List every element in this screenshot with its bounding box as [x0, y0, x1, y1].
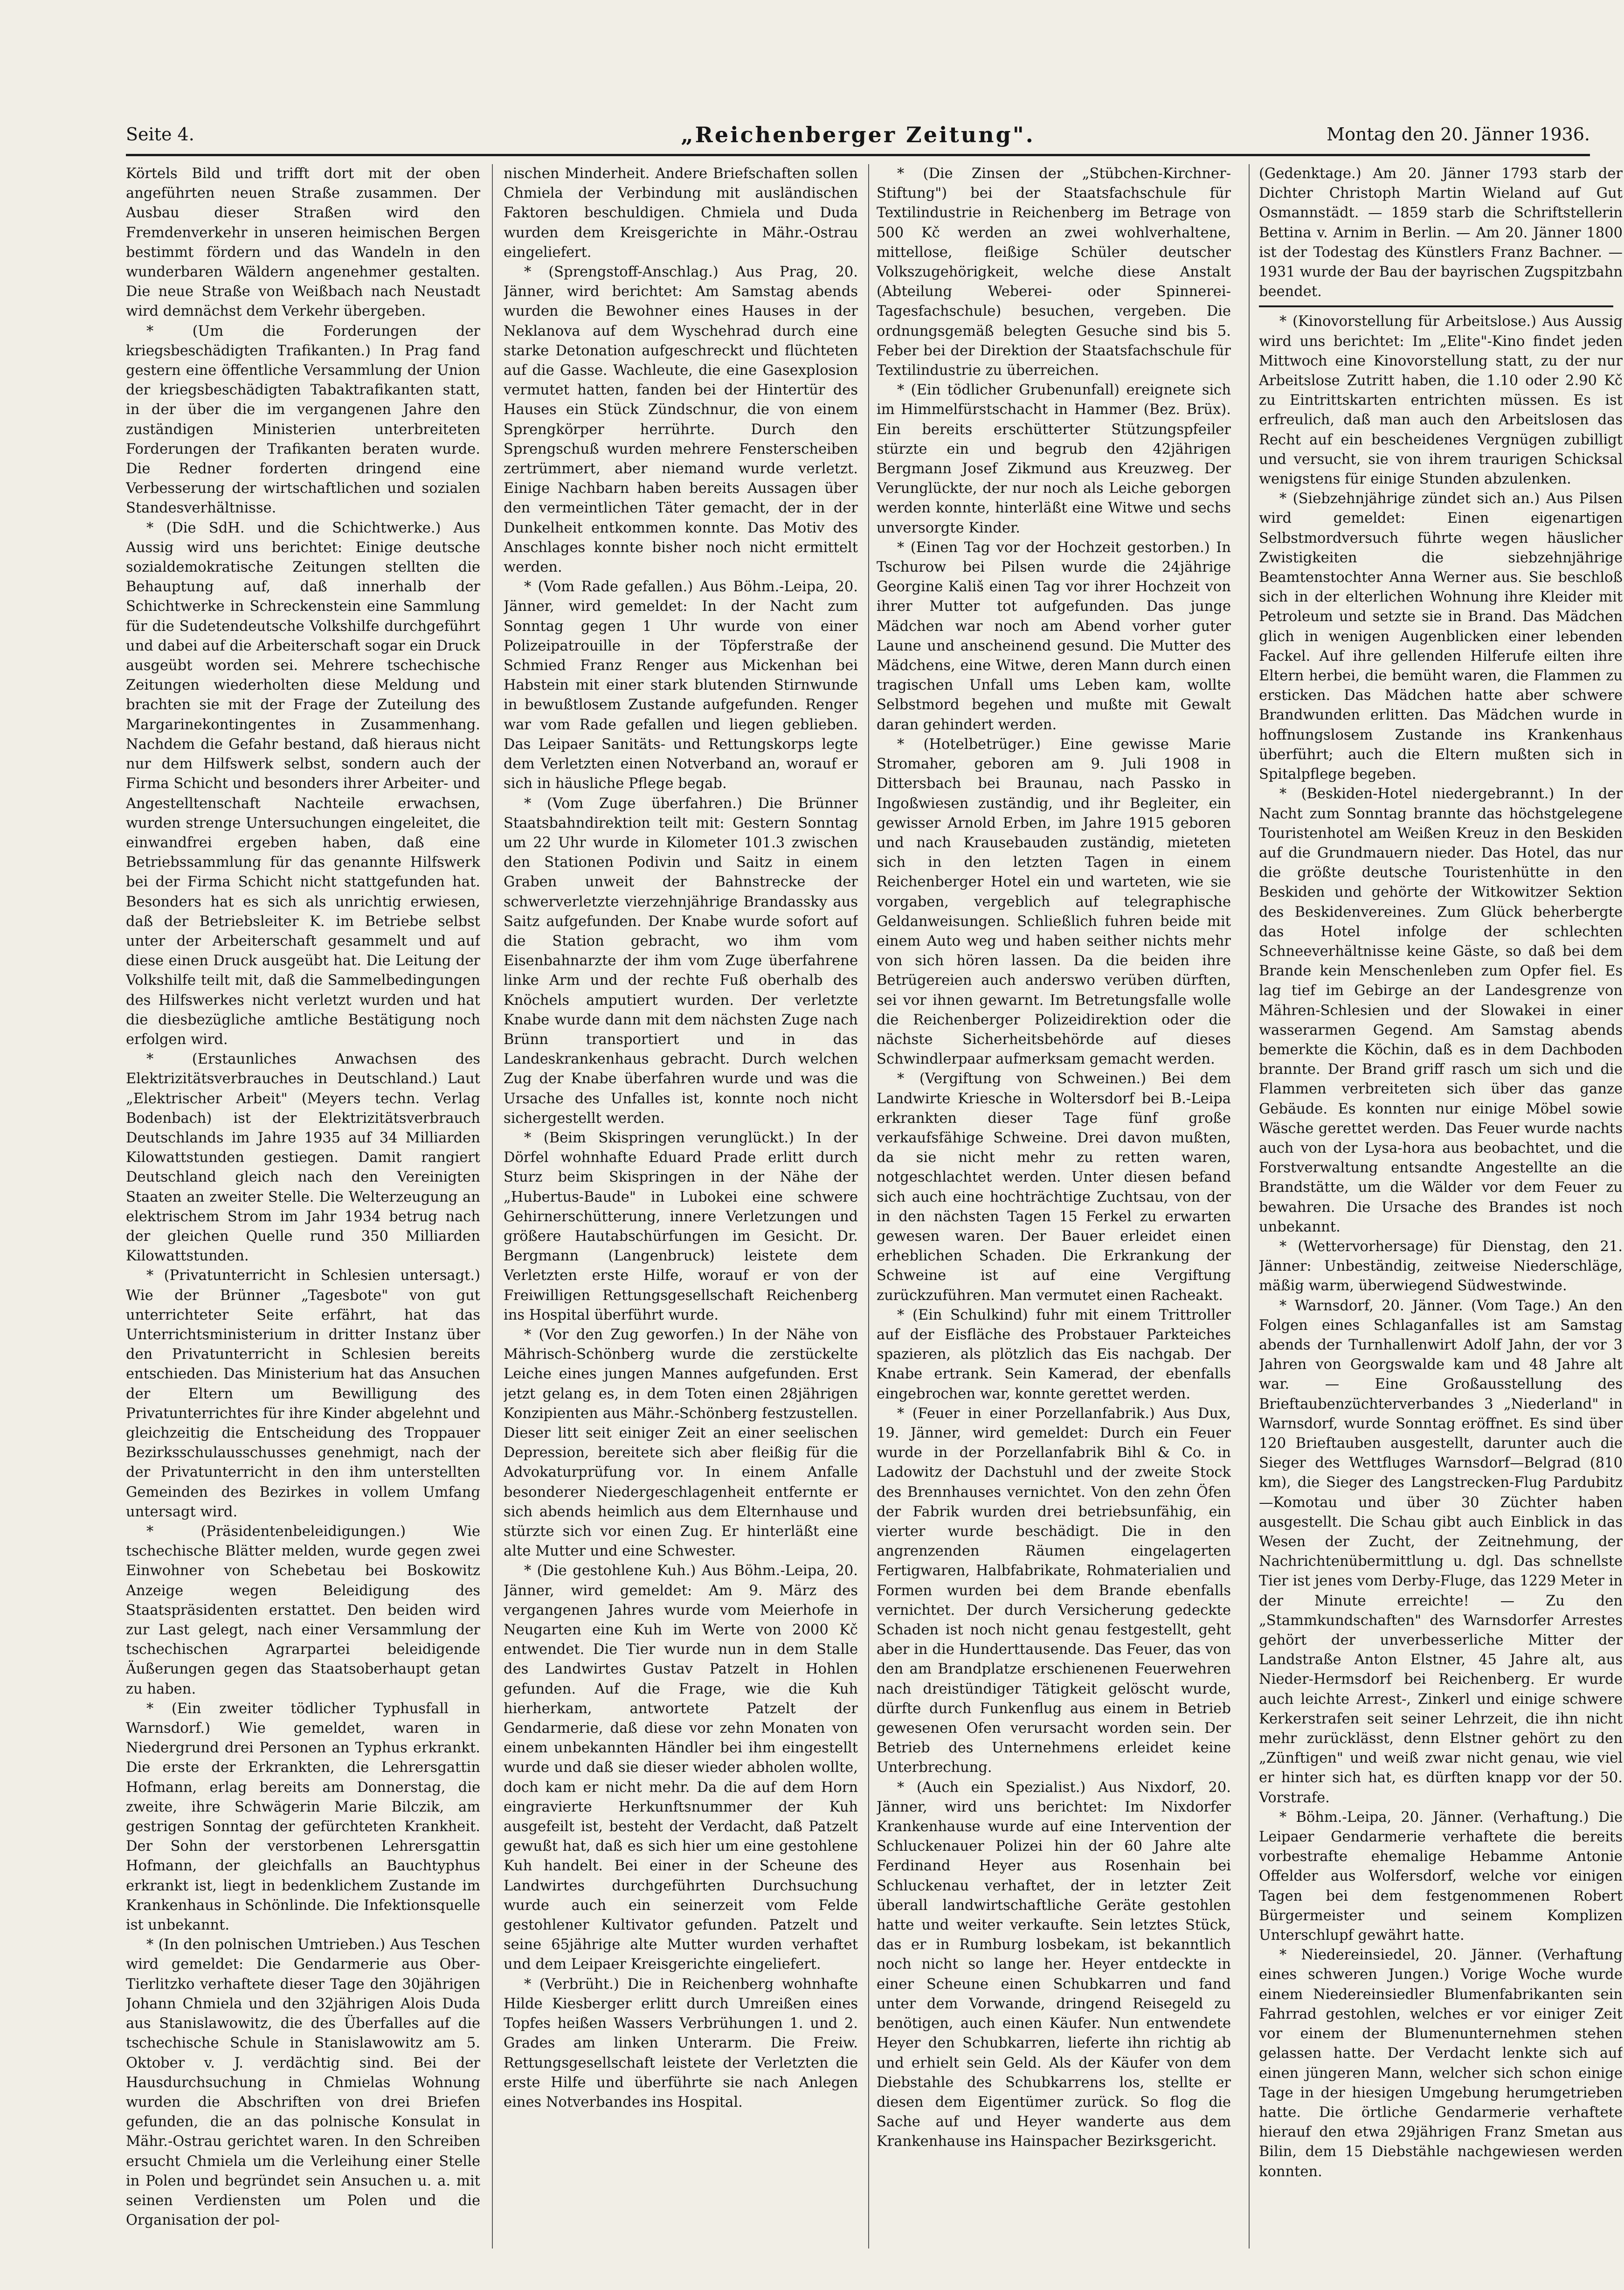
page-number: Seite 4. — [126, 124, 194, 145]
article-paragraph: * (Kinovorstellung für Arbeitslose.) Aus Aussig wird uns berichtet: Im „Elite"-Kino findet jeden Mittwoch eine Kinovorstellung statt, zu der nur Arbeitslose Zutritt haben, die 1.10 oder 2.90 Kč zu Eintrittskarten entrichten müssen. Es ist erfreulich, daß man auch den Arbeitslosen das Recht auf ein bescheidenes Vergnügen zubilligt und versucht, sie von ihrem traurigen Schicksal wenigstens für einige Stunden abzulenken. — [1259, 313, 1623, 488]
article-paragraph: * (Hotelbetrüger.) Eine gewisse Marie Stromaher, geboren am 9. Juli 1908 in Dittersbach bei Braunau, nach Passko in Ingoßwiesen zuständig, und ihr Begleiter, ein gewisser Arnold Erben, im Jahre 1915 geboren und nach Krausebauden zuständig, mieteten sich in den letzten Tagen in einem Reichenberger Hotel ein und warteten, wie sie vorgaben, vergeblich auf telegraphische Geldanweisungen. Schließlich fuhren beide mit einem Auto weg und haben seither nichts mehr von sich hören lassen. Da die beiden ihre Betrügereien auch anderswo verüben dürften, sei vor ihnen gewarnt. Im Betretungsfalle wolle die Reichenberger Polizeidirektion oder die nächste Sicherheitsbehörde auf dieses Schwindlerpaar aufmerksam gemacht werden. — [877, 736, 1231, 1068]
section-rule — [1259, 305, 1613, 307]
article-paragraph: * (Siebzehnjährige zündet sich an.) Aus Pilsen wird gemeldet: Einen eigenartigen Selbstmordversuch führte wegen häuslicher Zwistigkeiten die siebzehnjährige Beamtenstochter Anna Werner aus. Sie beschloß sich in der elterlichen Wohnung ihre Kleider mit Petroleum und setzte sie in Brand. Das Mädchen glich in wenigen Augenblicken einer lebenden Fackel. Auf ihre gellenden Hilferufe eilten ihre Eltern herbei, die bemüht waren, die Flammen zu ersticken. Das Mädchen hatte aber schwere Brandwunden erlitten. Das Mädchen wurde in hoffnungslosem Zustande ins Krankenhaus überführt; auch die Eltern mußten sich in Spitalpflege begeben. — [1259, 491, 1623, 783]
column-4 — [1259, 164, 1623, 2253]
article-paragraph: * (Präsidentenbeleidigungen.) Wie tschechische Blätter melden, wurde gegen zwei Einwohner von Schebetau bei Boskowitz Anzeige wegen Beleidigung des Staatspräsidenten erstattet. Den beiden wird zur Last gelegt, nach einer Versammlung der tschechischen Agrarpartei beleidigende Äußerungen gegen das Staatsoberhaupt getan zu haben. — [126, 1523, 480, 1697]
article-paragraph: * (Ein tödlicher Grubenunfall) ereignete sich im Himmelfürstschacht in Hammer (Bez. Brüx). Ein bereits erschütterter Stützungspfeiler stürzte ein und begrub den 42jährigen Bergmann Josef Zikmund aus Kreuzweg. Der Verunglückte, der nur noch als Leiche geborgen werden konnte, hinterläßt eine Witwe und sechs unversorgte Kinder. — [877, 382, 1231, 536]
page-header — [126, 122, 1590, 151]
masthead: „Reichenberger Zeitung". — [681, 122, 1035, 147]
article-paragraph: * (Vom Zuge überfahren.) Die Brünner Staatsbahndirektion teilt mit: Gestern Sonntag um 22 Uhr wurde in Kilometer 101.3 zwischen den Stationen Podivin und Saitz in einem Graben unweit der Bahnstrecke der schwerverletzte vierzehnjährige Brandassky aus Saitz aufgefunden. Der Knabe wurde sofort auf die Station gebracht, wo ihm vom Eisenbahnarzte der ihm vom Zuge überfahrene linke Arm und der rechte Fuß oberhalb des Knöchels amputiert wurden. Der verletzte Knabe wurde dann mit dem nächsten Zuge nach Brünn transportiert und in das Landeskrankenhaus gebracht. Durch welchen Zug der Knabe überfahren wurde und was die Ursache des Unfalles ist, konnte noch nicht sichergestellt werden. — [504, 795, 858, 1127]
article-paragraph: * (Privatunterricht in Schlesien untersagt.) Wie der Brünner „Tagesbote" von gut unterrichteter Seite erfährt, hat das Unterrichtsministerium in dritter Instanz über den Privatunterricht in Schlesien bereits entschieden. Das Ministerium hat das Ansuchen der Eltern um Bewilligung des Privatunterrichtes für ihre Kinder abgelehnt und gleichzeitig die Entscheidung des Troppauer Bezirksschulausschusses genehmigt, nach der der Privatunterricht in den ihm unterstellten Gemeinden des Bezirkes in vollem Umfang untersagt wird. — [126, 1267, 480, 1520]
column-3 — [877, 164, 1231, 2253]
column-1 — [126, 164, 480, 2253]
article-paragraph: * (Die SdH. und die Schichtwerke.) Aus Aussig wird uns berichtet: Einige deutsche sozialdemokratische Zeitungen stellten die Behauptung auf, daß innerhalb der Schichtwerke in Schreckenstein eine Sammlung für die Sudetendeutsche Volkshilfe durchgeführt und dabei auf die Arbeiterschaft sogar ein Druck ausgeübt worden sei. Mehrere tschechische Zeitungen wiederholten diese Meldung und brachten sie mit der Frage der Zuteilung des Margarinekontingentes in Zusammenhang. Nachdem die Gefahr bestand, daß hieraus nicht nur dem Hilfswerk selbst, sondern auch der Firma Schicht und besonders ihrer Arbeiter- und Angestelltenschaft Nachteile erwachsen, wurden strenge Untersuchungen eingeleitet, die einwandfrei ergeben haben, daß eine Betriebssammlung für das genannte Hilfswerk bei der Firma Schicht nicht stattgefunden hat. Besonders hat es sich als unrichtig erwiesen, daß der Betriebsleiter K. im Betriebe selbst unter der Arbeiterschaft gesammelt und auf diese einen Druck ausgeübt hat. Die Leitung der Volkshilfe teilt mit, daß die Sammelbedingungen des Hilfswerkes nicht verletzt wurden und hat die diesbezügliche amtliche Bestätigung noch erfolgen wird. — [126, 519, 480, 1048]
article-paragraph: * (Sprengstoff-Anschlag.) Aus Prag, 20. Jänner, wird berichtet: Am Samstag abends wurden die Bewohner eines Hauses in der Neklanova auf dem Wyschehrad durch eine starke Detonation aufgeschreckt und flüchteten auf die Gasse. Wachleute, die eine Gasexplosion vermutet hatten, fanden bei der Hintertür des Hauses ein Stück Zündschnur, die von einem Sprengkörper herrührte. Durch den Sprengschuß wurden mehrere Fensterscheiben zertrümmert, aber niemand wurde verletzt. Einige Nachbarn haben bereits Aussagen über den vermeintlichen Täter gemacht, der in der Dunkelheit entkommen konnte. Das Motiv des Anschlages konnte bisher noch nicht ermittelt werden. — [504, 264, 858, 576]
article-paragraph: * (Erstaunliches Anwachsen des Elektrizitätsverbrauches in Deutschland.) Laut „Elektrischer Arbeit" (Meyers techn. Verlag Bodenbach) ist der Elektrizitätsverbrauch Deutschlands im Jahre 1935 auf 34 Milliarden Kilowattstunden gestiegen. Damit rangiert Deutschland gleich nach den Vereinigten Staaten an zweiter Stelle. Die Welterzeugung an elektrischem Strom im Jahr 1934 betrug nach der gleichen Quelle rund 350 Milliarden Kilowattstunden. — [126, 1051, 480, 1265]
article-paragraph: * (Feuer in einer Porzellanfabrik.) Aus Dux, 19. Jänner, wird gemeldet: Durch ein Feuer wurde in der Porzellanfabrik Bihl & Co. in Ladowitz der Dachstuhl und der zweite Stock des Brennhauses vernichtet. Von den zehn Öfen der Fabrik wurden drei betriebsunfähig, ein vierter wurde beschädigt. Die in den angrenzenden Räumen eingelagerten Fertigwaren, Halbfabrikate, Rohmaterialien und Formen wurden bei dem Brande ebenfalls vernichtet. Der durch Versicherung gedeckte Schaden ist noch nicht genau festgestellt, geht aber in die Hunderttausende. Das Feuer, das von den am Brandplatze erschienenen Feuerwehren nach dreistündiger Tätigkeit gelöscht wurde, dürfte durch Funkenflug aus einem in Betrieb gewesenen Ofen verursacht worden sein. Der Betrieb des Unternehmens erleidet keine Unterbrechung. — [877, 1405, 1231, 1776]
column-divider — [492, 164, 493, 2248]
article-paragraph: Körtels Bild und trifft dort mit der oben angeführten neuen Straße zusammen. Der Ausbau dieser Straßen wird den Fremdenverkehr in unseren heimischen Bergen bestimmt fördern und das Wandeln in den wunderbaren Wäldern angenehmer gestalten. Die neue Straße von Weißbach nach Neustadt wird demnächst dem Verkehr übergeben. — [126, 166, 480, 320]
article-paragraph: * (Die Zinsen der „Stübchen-Kirchner-Stiftung") bei der Staatsfachschule für Textilindustrie in Reichenberg im Betrage von 500 Kč werden an zwei wohlverhaltene, mittellose, fleißige Schüler deutscher Volkszugehörigkeit, welche diese Anstalt (Abteilung Weberei- oder Spinnerei-Tagesfachschule) besuchen, vergeben. Die ordnungsgemäß belegten Gesuche sind bis 5. Feber bei der Direktion der Staatsfachschule für Textilindustrie zu überreichen. — [877, 166, 1231, 379]
article-paragraph: * (Vor den Zug geworfen.) In der Nähe von Mährisch-Schönberg wurde die zerstückelte Leiche eines jungen Mannes aufgefunden. Erst jetzt gelang es, in dem Toten einen 28jährigen Konzipienten aus Mähr.-Schönberg festzustellen. Dieser litt seit einiger Zeit an einer seelischen Depression, bereitete sich aber fleißig für die Advokaturprüfung vor. In einem Anfalle besonderer Niedergeschlagenheit entfernte er sich abends heimlich aus dem Elternhause und stürzte sich vor einen Zug. Er hinterläßt eine alte Mutter und eine Schwester. — [504, 1326, 858, 1560]
article-paragraph: * (Ein Schulkind) fuhr mit einem Trittroller auf der Eisfläche des Probstauer Parkteiches spazieren, als plötzlich das Eis nachgab. Der Knabe ertrank. Sein Kamerad, der ebenfalls eingebrochen war, konnte gerettet werden. — [877, 1307, 1231, 1402]
article-paragraph: (Gedenktage.) Am 20. Jänner 1793 starb der Dichter Christoph Martin Wieland auf Gut Osmannstädt. — 1859 starb die Schriftstellerin Bettina v. Arnim in Berlin. — Am 20. Jänner 1800 ist der Todestag des Künstlers Franz Bachner. — 1931 wurde der Bau der bayrischen Zugspitzbahn beendet. — [1259, 166, 1623, 300]
article-paragraph: * Niedereinsiedel, 20. Jänner. (Verhaftung eines schweren Jungen.) Vorige Woche wurde einem Niedereinsiedler Blumenfabrikanten sein Fahrrad gestohlen, welches er vor einiger Zeit vor einem der Blumenunternehmen stehen gelassen hatte. Der Verdacht lenkte sich auf einen jüngeren Mann, welcher sich schon einige Tage in der hiesigen Umgebung herumgetrieben hatte. Die örtliche Gendarmerie verhaftete hierauf den etwa 29jährigen Franz Smetan aus Bilin, dem 15 Diebstähle nachgewiesen werden konnten. — [1259, 1947, 1623, 2180]
article-paragraph: * (Einen Tag vor der Hochzeit gestorben.) In Tschurow bei Pilsen wurde die 24jährige Georgine Kališ einen Tag vor ihrer Hochzeit von ihrer Mutter tot aufgefunden. Das junge Mädchen war noch am Abend vorher guter Laune und anscheinend gesund. Die Mutter des Mädchens, eine Witwe, deren Mann durch einen tragischen Unfall ums Leben kam, wollte Selbstmord begehen und mußte mit Gewalt daran gehindert werden. — [877, 539, 1231, 733]
column-divider — [868, 164, 869, 2248]
article-paragraph: * Böhm.-Leipa, 20. Jänner. (Verhaftung.) Die Leipaer Gendarmerie verhaftete die bereits vorbestrafte ehemalige Hebamme Antonie Offelder aus Wolfersdorf, welche vor einigen Tagen bei dem festgenommenen Robert Bürgermeister und seinem Komplizen Unterschlupf gewährt hatte. — [1259, 1809, 1623, 1944]
article-paragraph: * (Auch ein Spezialist.) Aus Nixdorf, 20. Jänner, wird uns berichtet: Im Nixdorfer Krankenhause wurde auf eine Intervention der Schluckenauer Polizei hin der 60 Jahre alte Ferdinand Heyer aus Rosenhain bei Schluckenau verhaftet, der in letzter Zeit überall landwirtschaftliche Geräte gestohlen hatte und weiter verkaufte. Sein letztes Stück, das er in Rumburg losbekam, ist bekanntlich noch nicht so lange her. Heyer entdeckte in einer Scheune einen Schubkarren und fand unter dem Vorwande, dringend Reisegeld zu benötigen, auch einen Käufer. Nun entwendete Heyer den Schubkarren, lieferte ihn richtig ab und erhielt sein Geld. Als der Käufer von dem Diebstahle des Schubkarrens los, stellte er diesen dem Eigentümer zurück. So flog die Sache auf und Heyer wanderte aus dem Krankenhause ins Hainspacher Bezirksgericht. — [877, 1779, 1231, 2150]
column-divider — [1249, 164, 1250, 2248]
column-2 — [504, 164, 858, 2253]
article-paragraph: * (Ein zweiter tödlicher Typhusfall in Warnsdorf.) Wie gemeldet, waren in Niedergrund drei Personen an Typhus erkrankt. Die erste der Erkrankten, die Lehrersgattin Hofmann, erlag bereits am Donnerstag, die zweite, ihre Schwägerin Marie Bilczik, am gestrigen Sonntag der gefürchteten Krankheit. Der Sohn der verstorbenen Lehrersgattin Hofmann, der gleichfalls an Bauchtyphus erkrankt ist, liegt in bedenklichem Zustande im Krankenhaus in Schönlinde. Die Infektionsquelle ist unbekannt. — [126, 1700, 480, 1934]
article-paragraph: * Warnsdorf, 20. Jänner. (Vom Tage.) An den Folgen eines Schlaganfalles ist am Samstag abends der Turnhallenwirt Adolf Jahn, der vor 3 Jahren von Georgswalde kam und 48 Jahre alt war. — Eine Großausstellung des Brieftaubenzüchterverbandes 3 „Niederland" in Warnsdorf, wurde Sonntag eröffnet. Es sind über 120 Brieftauben ausgestellt, darunter auch die Sieger des Wettfluges Warnsdorf—Belgrad (810 km), die Sieger des Langstrecken-Flug Pardubitz—Komotau und über 30 Züchter haben ausgestellt. Die Schau gibt auch Einblick in das Wesen der Zucht, der Zeitnehmung, der Nachrichtenübermittlung u. dgl. Das schnellste Tier ist jenes vom Derby-Fluge, das 1229 Meter in der Minute erreichte! — Zu den „Stammkundschaften" des Warnsdorfer Arrestes gehört der unverbesserliche Mitter der Landstraße Anton Elstner, 45 Jahre alt, aus Nieder-Hermsdorf bei Reichenberg. Er wurde auch leichte Arrest-, Zinkerl und einige schwere Kerkerstrafen seit seiner Lehrzeit, die ihn nicht mehr zurücklässt, denn Elstner gehört zu den „Zünftigen" und weiß zwar nicht genau, wie viel er hinter sich hat, es dürften knapp vor der 50. Vorstrafe. — [1259, 1297, 1623, 1806]
article-paragraph: * (Um die Forderungen der kriegsbeschädigten Trafikanten.) In Prag fand gestern eine öffentliche Versammlung der Union der kriegsbeschädigten Tabaktrafikanten statt, in der über die im vergangenen Jahre den zuständigen Ministerien unterbreiteten Forderungen der Trafikanten beraten wurde. Die Redner forderten dringend eine Verbesserung der wirtschaftlichen und sozialen Standesverhältnisse. — [126, 323, 480, 517]
article-paragraph: * (Vom Rade gefallen.) Aus Böhm.-Leipa, 20. Jänner, wird gemeldet: In der Nacht zum Sonntag gegen 1 Uhr wurde von einer Polizeipatrouille in der Töpferstraße der Schmied Franz Renger aus Mickenhan bei Habstein mit einer stark blutenden Stirnwunde in bewußtlosem Zustande aufgefunden. Renger war vom Rade gefallen und liegen geblieben. Das Leipaer Sanitäts- und Rettungskorps legte dem Verletzten einen Notverband an, worauf er sich in häusliche Pflege begab. — [504, 579, 858, 792]
article-paragraph: * (Die gestohlene Kuh.) Aus Böhm.-Leipa, 20. Jänner, wird gemeldet: Am 9. März des vergangenen Jahres wurde vom Meierhofe in Neugarten eine Kuh im Werte von 2000 Kč entwendet. Die Tier wurde nun in dem Stalle des Landwirtes Gustav Patzelt in Hohlen gefunden. Auf die Frage, wie die Kuh hierherkam, antwortete Patzelt der Gendarmerie, daß diese vor zehn Monaten von einem unbekannten Händler bei ihm eingestellt wurde und daß sie dieser wieder abholen wollte, doch kam er nicht mehr. Da die auf dem Horn eingravierte Herkunftsnummer der Kuh ausgefeilt ist, besteht der Verdacht, daß Patzelt gewußt hat, daß es sich hier um eine gestohlene Kuh handelt. Bei einer in der Scheune des Landwirtes durchgeführten Durchsuchung wurde auch ein seinerzeit vom Felde gestohlener Kultivator gefunden. Patzelt und seine 65jährige alte Mutter wurden verhaftet und dem Leipaer Kreisgerichte eingeliefert. — [504, 1563, 858, 1973]
article-paragraph: * (Beskiden-Hotel niedergebrannt.) In der Nacht zum Sonntag brannte das höchstgelegene Touristenhotel am Weißen Kreuz in den Beskiden auf die Grundmauern nieder. Das Hotel, das nur die größte deutsche Touristenhütte in den Beskiden und gehörte der Witkowitzer Sektion des Beskidenvereines. Zum Glück beherbergte das Hotel infolge der schlechten Schneeverhältnisse keine Gäste, so daß bei dem Brande kein Menschenleben zum Opfer fiel. Es lag tief im Gebirge an der Landesgrenze von Mähren-Schlesien und der Slowakei in einer wasserarmen Gegend. Am Samstag abends bemerkte die Köchin, daß es in dem Dachboden brannte. Der Brand griff rasch um sich und die Flammen verbreiteten sich über das ganze Gebäude. Es konnten nur einige Möbel sowie Wäsche gerettet werden. Das Feuer wurde nachts auch von der Lysa-hora aus beobachtet, und die Forstverwaltung entsandte Angestellte an die Brandstätte, um die Wälder vor dem Feuer zu bewahren. Die Ursache des Brandes ist noch unbekannt. — [1259, 786, 1623, 1235]
article-paragraph: nischen Minderheit. Andere Briefschaften sollen Chmiela der Verbindung mit ausländischen Faktoren beschuldigen. Chmiela und Duda wurden dem Kreisgerichte in Mähr.-Ostrau eingeliefert. — [504, 166, 858, 261]
article-paragraph: * (Verbrüht.) Die in Reichenberg wohnhafte Hilde Kiesberger erlitt durch Umreißen eines Topfes heißen Wassers Verbrühungen 1. und 2. Grades am linken Unterarm. Die Freiw. Rettungsgesellschaft leistete der Verletzten die erste Hilfe und überführte sie nach Anlegen eines Notverbandes ins Hospital. — [504, 1976, 858, 2110]
article-paragraph: * (Vergiftung von Schweinen.) Bei dem Landwirte Kriesche in Woltersdorf bei B.-Leipa erkrankten dieser Tage fünf große verkaufsfähige Schweine. Drei davon mußten, da sie nicht mehr zu retten waren, notgeschlachtet werden. Unter diesen befand sich auch eine hochträchtige Zuchtsau, von der in den nächsten Tagen 15 Ferkel zu erwarten gewesen waren. Der Bauer erleidet einen erheblichen Schaden. Die Erkrankung der Schweine ist auf eine Vergiftung zurückzuführen. Man vermutet einen Racheakt. — [877, 1071, 1231, 1304]
article-paragraph: * (Beim Skispringen verunglückt.) In der Dörfel wohnhafte Eduard Prade erlitt durch Sturz beim Skispringen in der Nähe der „Hubertus-Baude" in Lubokei eine schwere Gehirnerschütterung, innere Verletzungen und größere Hautabschürfungen im Gesicht. Dr. Bergmann (Langenbruck) leistete dem Verletzten erste Hilfe, worauf er von der Freiwilligen Rettungsgesellschaft Reichenberg ins Hospital überführt wurde. — [504, 1129, 858, 1323]
article-paragraph: * (Wettervorhersage) für Dienstag, den 21. Jänner: Unbeständig, zeitweise Niederschläge, mäßig warm, überwiegend Südwestwinde. — [1259, 1238, 1623, 1294]
header-rule — [126, 154, 1590, 156]
article-paragraph: * (In den polnischen Umtrieben.) Aus Teschen wird gemeldet: Die Gendarmerie aus Ober-Tierlitzko verhaftete dieser Tage den 30jährigen Johann Chmiela und den 32jährigen Alois Duda aus Stanislawowitz, die des Überfalles auf die tschechische Schule in Stanislawowitz am 5. Oktober v. J. verdächtig sind. Bei der Hausdurchsuchung in Chmielas Wohnung wurden die Abschriften von drei Briefen gefunden, die an das polnische Konsulat in Mähr.-Ostrau gerichtet waren. In den Schreiben ersucht Chmiela um die Verleihung einer Stelle in Polen und begründet sein Ansuchen u. a. mit seinen Verdiensten um Polen und die Organisation der pol- — [126, 1937, 480, 2229]
issue-date: Montag den 20. Jänner 1936. — [1327, 124, 1590, 145]
